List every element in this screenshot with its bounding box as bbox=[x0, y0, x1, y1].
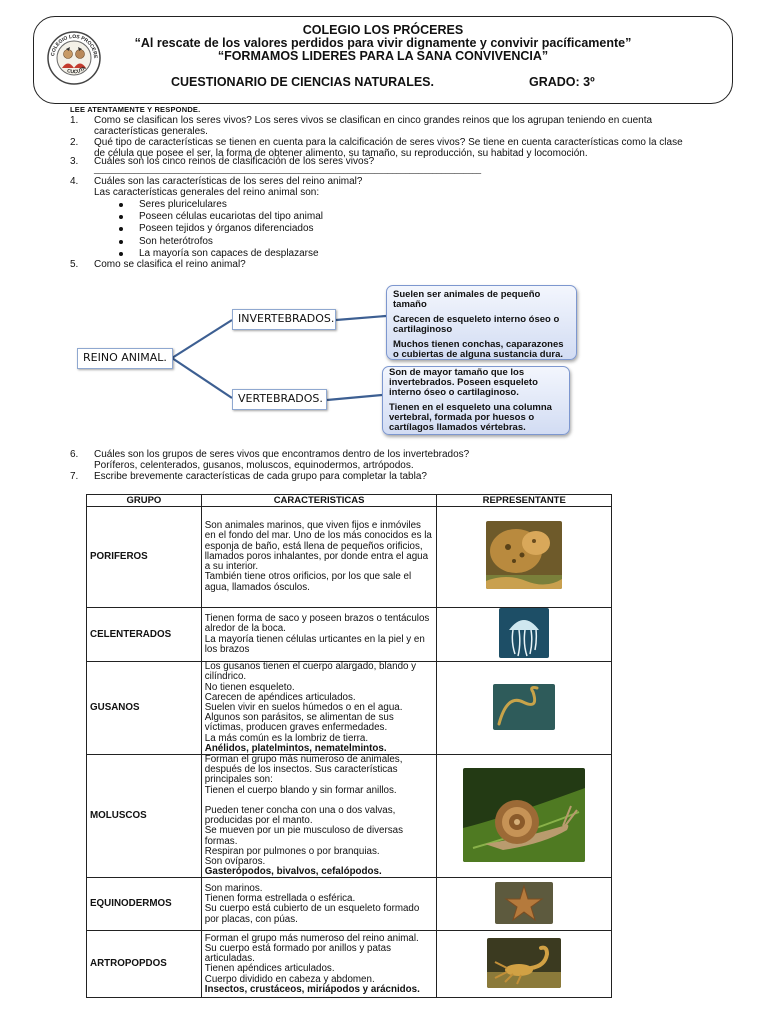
bullet-item: Seres pluricelulares bbox=[139, 199, 227, 210]
table-row bbox=[87, 755, 612, 878]
note-item: Carecen de esqueleto interno óseo o cartilaginoso bbox=[393, 314, 560, 335]
table-header-row bbox=[87, 495, 612, 507]
q3-number: 3. bbox=[70, 156, 79, 167]
header-group: GRUPO bbox=[87, 495, 202, 507]
instruction: LEE ATENTAMENTE Y RESPONDE. bbox=[70, 105, 201, 114]
representative-cell bbox=[437, 507, 612, 608]
bullet-item: Poseen tejidos y órganos diferenciados bbox=[139, 223, 314, 234]
school-motto: “Al rescate de los valores perdidos para vivir dignamente y convivir pacíficamente” bbox=[134, 36, 632, 50]
group-name: CELENTERADOS bbox=[87, 608, 202, 662]
q6-number: 6. bbox=[70, 449, 79, 460]
school-name: COLEGIO LOS PRÓCERES bbox=[302, 23, 464, 37]
note-item: Tienen en el esqueleto una columna vertebral, formada por huesos o cartílagos llamados vértebras. bbox=[389, 402, 552, 433]
characteristics-text: Son marinos. Tienen forma estrellada o esférica. Su cuerpo está cubierto de un esqueleto formado por placas, con púas. bbox=[204, 883, 420, 925]
group-name: MOLUSCOS bbox=[87, 755, 202, 878]
header-box bbox=[33, 16, 733, 104]
q1-number: 1. bbox=[70, 115, 79, 126]
representative-cell bbox=[437, 608, 612, 662]
group-characteristics bbox=[201, 755, 437, 878]
note-item: Son de mayor tamaño que los invertebrados. Poseen esqueleto interno óseo o cartilaginoso. bbox=[389, 367, 538, 398]
characteristics-text: Tienen forma de saco y poseen brazos o tentáculos alredor de la boca. La mayoría tienen células urticantes en la piel y en los brazos bbox=[204, 613, 430, 655]
q6-text: Cuáles son los grupos de seres vivos que encontramos dentro de los invertebrados? bbox=[94, 449, 470, 460]
characteristics-text: Son animales marinos, que viven fijos e inmóviles en el fondo del mar. Uno de los más conocidos es la esponja de baño, está llena de pequeños orificios, llamados poros inhalantes, por donde entra el agua a su interior. También tiene otros orificios, por los que sale el agua, llamados ósculos. bbox=[204, 520, 432, 593]
invertebrados-notes bbox=[386, 285, 577, 360]
jellyfish-photo bbox=[499, 608, 549, 658]
representative-cell bbox=[437, 878, 612, 931]
q2-line1: Qué tipo de características se tienen en cuenta para la calcificación de seres vivos? Se tiene en cuenta características como la clase bbox=[94, 137, 683, 148]
table-row bbox=[87, 608, 612, 662]
representative-cell bbox=[437, 755, 612, 878]
table-row bbox=[87, 662, 612, 755]
grade-label: GRADO: 3º bbox=[529, 75, 595, 89]
group-characteristics bbox=[201, 878, 437, 931]
vertebrados-node: VERTEBRADOS. bbox=[232, 389, 327, 410]
svg-text:COLEGIO LOS PROCERES: COLEGIO LOS PROCERE bbox=[50, 33, 99, 59]
characteristics-text: Forman el grupo más numeroso de animales, después de los insectos. Sus características principales son: Tienen el cuerpo blando y sin formar anillos. Pueden tener concha con una o dos valvas, producidas por el manto. Se mueven por un pie musculoso de diversas formas. Respiran por pulmones o por branquias. Son ovíparos. bbox=[204, 754, 403, 868]
bullet-icon bbox=[119, 227, 123, 231]
group-characteristics bbox=[201, 507, 437, 608]
characteristics-examples: Anélidos, platelmintos, nematelmintos. bbox=[204, 742, 387, 754]
q7-number: 7. bbox=[70, 471, 79, 482]
seal-text-icon bbox=[46, 30, 102, 86]
characteristics-text: Forman el grupo más numeroso del reino animal. Su cuerpo está formado por anillos y patas articuladas. Tienen apéndices articulados. Cuerpo dividido en cabeza y abdomen. bbox=[204, 932, 419, 985]
group-characteristics bbox=[201, 608, 437, 662]
bullet-icon bbox=[119, 240, 123, 244]
group-name: ARTROPOPDOS bbox=[87, 931, 202, 998]
bullet-item: La mayoría son capaces de desplazarse bbox=[139, 248, 319, 259]
document-title: CUESTIONARIO DE CIENCIAS NATURALES. bbox=[171, 75, 434, 89]
q4-subtitle: Las características generales del reino animal son: bbox=[94, 187, 320, 198]
snail-photo bbox=[463, 768, 585, 862]
q7-text: Escribe brevemente características de cada grupo para completar la tabla? bbox=[94, 471, 427, 482]
group-name: GUSANOS bbox=[87, 662, 202, 755]
seal-lettering bbox=[46, 30, 102, 86]
q1-line2: características generales. bbox=[94, 126, 208, 137]
group-name: PORIFEROS bbox=[87, 507, 202, 608]
invertebrates-table bbox=[86, 494, 612, 998]
representative-cell bbox=[437, 931, 612, 998]
reino-animal-node: REINO ANIMAL. bbox=[77, 348, 173, 369]
bullet-item: Poseen células eucariotas del tipo animal bbox=[139, 211, 323, 222]
q2-number: 2. bbox=[70, 137, 79, 148]
header-representative: REPRESENTANTE bbox=[437, 495, 612, 507]
bullet-icon bbox=[119, 203, 123, 207]
bullet-item: Son heterótrofos bbox=[139, 236, 213, 247]
note-item: Muchos tienen conchas, caparazones o cubiertas de alguna sustancia dura. bbox=[393, 339, 564, 360]
svg-text:CUCUTA: CUCUTA bbox=[66, 65, 88, 76]
group-characteristics bbox=[201, 662, 437, 755]
scorpion-photo bbox=[487, 938, 561, 988]
bullet-icon bbox=[119, 252, 123, 256]
starfish-photo bbox=[495, 882, 553, 924]
invertebrados-node: INVERTEBRADOS. bbox=[232, 309, 336, 330]
group-characteristics bbox=[201, 931, 437, 998]
worm-photo bbox=[493, 684, 555, 730]
table-row bbox=[87, 931, 612, 998]
q5-number: 5. bbox=[70, 259, 79, 270]
table-row bbox=[87, 878, 612, 931]
group-name: EQUINODERMOS bbox=[87, 878, 202, 931]
school-slogan: “FORMAMOS LIDERES PARA LA SANA CONVIVENCIA” bbox=[217, 49, 549, 63]
q4-text: Cuáles son las características de los seres del reino animal? bbox=[94, 176, 363, 187]
q2-line2: de célula que posee el ser, la forma de obtener alimento, su tamaño, su reproducción, su habitad y locomoción. bbox=[94, 148, 588, 159]
table-row bbox=[87, 507, 612, 608]
q6-answer: Poríferos, celenterados, gusanos, moluscos, equinodermos, artrópodos. bbox=[94, 460, 414, 471]
header-characteristics: CARACTERISTICAS bbox=[201, 495, 437, 507]
characteristics-examples: Insectos, crustáceos, miriápodos y arácnidos. bbox=[204, 983, 420, 995]
q4-number: 4. bbox=[70, 176, 79, 187]
bullet-icon bbox=[119, 215, 123, 219]
sponge-photo bbox=[486, 521, 562, 589]
representative-cell bbox=[437, 662, 612, 755]
note-item: Suelen ser animales de pequeño tamaño bbox=[393, 289, 541, 310]
q3-text: Cuáles son los cinco reinos de clasificación de los seres vivos? bbox=[94, 156, 375, 167]
q1-line1: Como se clasifican los seres vivos? Los seres vivos se clasifican en cinco grandes reinos que los agrupan teniendo en cuenta bbox=[94, 115, 653, 126]
characteristics-examples: Gasterópodos, bivalvos, cefalópodos. bbox=[204, 866, 382, 878]
vertebrados-notes bbox=[382, 366, 570, 435]
q3-answer-line: _______________________________________________________________________________________ bbox=[94, 165, 482, 174]
characteristics-text: Los gusanos tienen el cuerpo alargado, blando y cilíndrico. No tienen esqueleto. Carecen de apéndices articulados. Suelen vivir en suelos húmedos o en el agua. Algunos son parásitos, se alimentan de sus víctimas, producen graves enfermedades. La más común es la lombriz de tierra. bbox=[204, 661, 417, 744]
q5-text: Como se clasifica el reino animal? bbox=[94, 259, 246, 270]
